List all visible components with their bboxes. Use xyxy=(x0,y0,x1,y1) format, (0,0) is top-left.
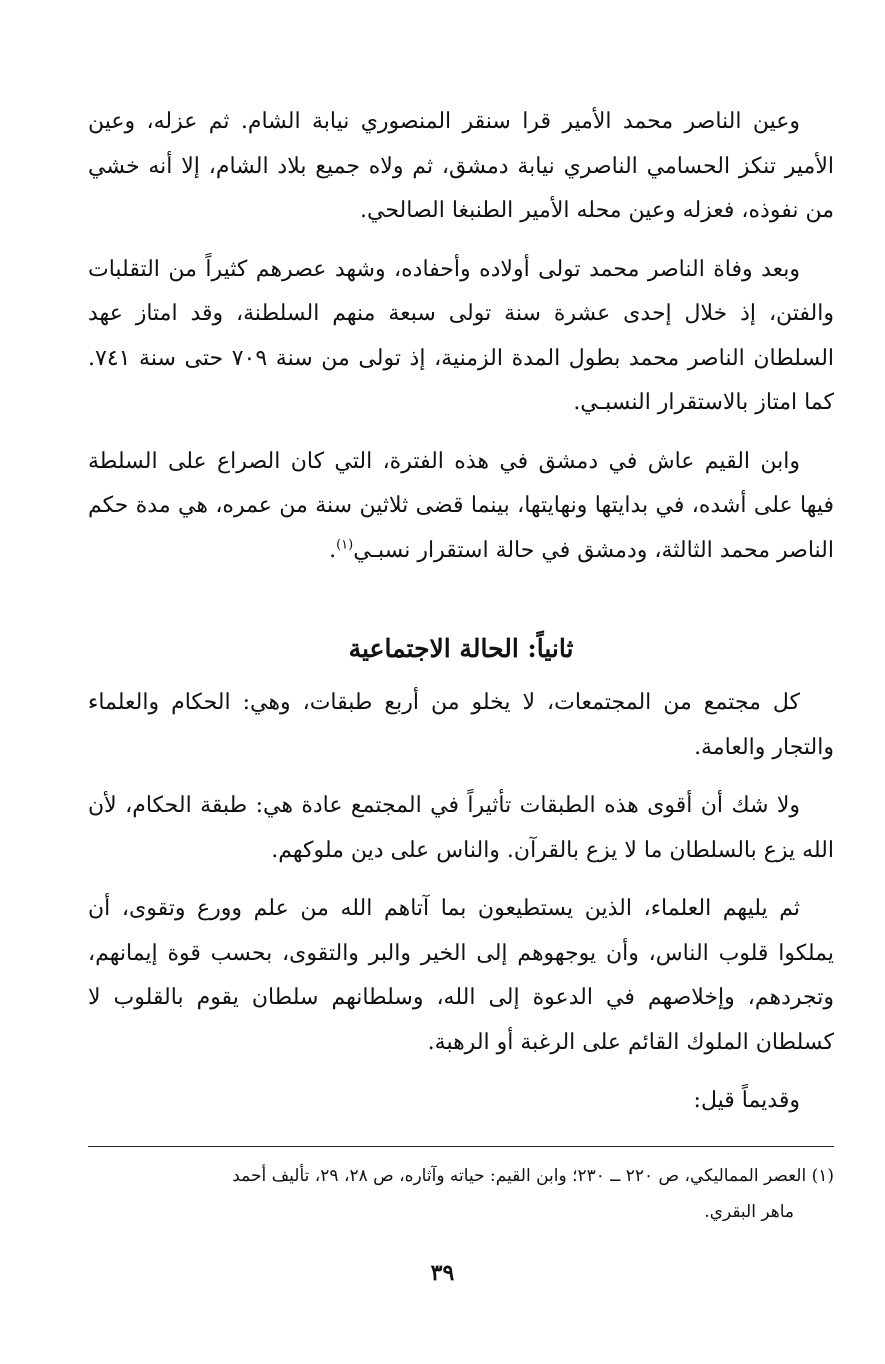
paragraph-5 xyxy=(88,784,834,873)
paragraph-3-text: وابن القيم عاش في دمشق في هذه الفترة، التي كان الصراع على السلطة فيها على أشده، في بدايتها ونهايتها، بينما قضى ثلاثين سنة من عمره، هي مدة حكم الناصر محمد الثالثة، ودمشق في حالة استقرار نسبـي xyxy=(88,448,834,563)
verse-intro xyxy=(88,1079,834,1124)
paragraph-6-text: ثم يليهم العلماء، الذين يستطيعون بما آتاهم الله من علم وورع وتقوى، أن يملكوا قلوب الناس، وأن يوجهوهم إلى الخير والبر والتقوى، بحسب قوة إيمانهم، وتجردهم، وإخلاصهم في الدعوة إلى الله، وسلطانهم سلطان يقوم بالقلوب لا كسلطان الملوك القائم على الرغبة أو الرهبة. xyxy=(88,896,834,1055)
paragraph-1 xyxy=(88,100,834,234)
paragraph-4 xyxy=(88,681,834,770)
section-heading: ثانياً: الحالة الاجتماعية xyxy=(348,634,574,663)
paragraph-4-text: كل مجتمع من المجتمعات، لا يخلو من أربع طبقات، وهي: الحكام والعلماء والتجار والعامة. xyxy=(88,690,834,760)
verse-intro-text: وقديماً قيل: xyxy=(693,1088,800,1113)
page-number: ٣٩ xyxy=(430,1260,455,1286)
paragraph-2-text: وبعد وفاة الناصر محمد تولى أولاده وأحفاده، وشهد عصرهم كثيراً من التقلبات والفتن، إذ خلال إحدى عشرة سنة تولى سبعة منهم السلطنة، وقد امتاز عهد السلطان الناصر محمد بطول المدة الزمنية، إذ تولى من سنة ٧٠٩ حتى سنة ٧٤١. كما امتاز بالاستقرار النسبـي. xyxy=(88,256,835,415)
footnote-line-1: (١) العصر المماليكي، ص ٢٢٠ ــ ٢٣٠؛ وابن القيم: حياته وآثاره، ص ٢٨، ٢٩، تأليف أحمد xyxy=(232,1166,834,1186)
footnote-reference[interactable]: (١) xyxy=(336,537,354,553)
paragraph-2 xyxy=(88,248,834,426)
paragraph-3-end: . xyxy=(329,537,337,563)
footnote-separator xyxy=(88,1146,834,1147)
paragraph-6 xyxy=(88,887,834,1065)
paragraph-5-text: ولا شك أن أقوى هذه الطبقات تأثيراً في المجتمع عادة هي: طبقة الحكام، لأن الله يزع بالسلطان ما لا يزع بالقرآن. والناس على دين ملوكهم. xyxy=(88,793,834,863)
footnote xyxy=(88,1158,834,1230)
footnote-line-2: ماهر البقري. xyxy=(704,1202,794,1222)
paragraph-3 xyxy=(88,440,834,574)
paragraph-1-text: وعين الناصر محمد الأمير قرا سنقر المنصوري نيابة الشام. ثم عزله، وعين الأمير تنكز الحسامي الناصري نيابة دمشق، ثم ولاه جميع بلاد الشام، إلا أنه خشي من نفوذه، فعزله وعين محله الأمير الطنبغا الصالحي. xyxy=(88,109,834,223)
page-body xyxy=(88,100,834,1124)
